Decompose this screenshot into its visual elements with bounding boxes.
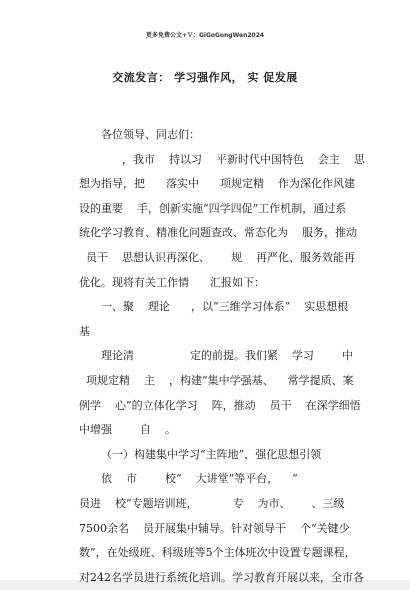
paragraph-line: 理论清 定的前提。我们紧 学习 中 xyxy=(101,349,353,363)
paragraph-line: 优化。现将有关工作情 汇报如下： xyxy=(79,275,265,289)
paragraph-line: 统化学习教育、精准化问题查改、常态化为 服务，推动 xyxy=(79,226,357,240)
paragraph-line: ，我市 持以习 平新时代中国特色 会主 思 xyxy=(101,152,365,166)
paragraph-line: 对242名学员进行系统化培训。学习教育开展以来，全市各 xyxy=(79,570,364,584)
paragraph-line: 中增强 自 。 xyxy=(79,423,176,437)
paragraph-line: 7500余名 员开展集中辅导。针对领导干 个“关键少 xyxy=(79,521,350,535)
paragraph-line: 数”，在处级班、科级班等5个主体班次中设置专题课程， xyxy=(79,546,356,560)
paragraph-line: 依 市 校“ 大讲堂”等平台， “ xyxy=(101,472,298,486)
paragraph-line: 设的重要 手，创新实施“四学四促”工作机制，通过系 xyxy=(79,201,347,215)
paragraph-line: 基 xyxy=(79,324,90,338)
section-heading-line: （一）构建集中学习“主阵地”，强化思想引领 xyxy=(101,447,322,461)
section-heading-line: 一、聚 理论 ，以“三维学习体系” 实思想根 xyxy=(101,300,349,314)
paragraph-line: 项规定精 主 ，构建“集中学强基、 常学提质、案 xyxy=(79,373,354,387)
paragraph-line: 各位领导、同志们： xyxy=(101,128,200,141)
header-note: 更多免费公文+Ｖ：GiGoGongWen2024 xyxy=(145,32,265,39)
paragraph-line: 员干 思想认识再深化、 规 再严化、服务效能再 xyxy=(79,250,355,264)
paragraph-line: 员进 校”专题培训班， 专 为市、 、三级 xyxy=(79,496,345,510)
document-title: 交流发言： 学习强作风， 实 促发展 xyxy=(112,71,298,84)
paragraph-line: 想为指导，把 落实中 项规定精 作为深化作风建 xyxy=(79,177,355,191)
body-text xyxy=(79,123,371,590)
paragraph-line: 例学 心”的立体化学习 阵，推动 员干 在深学细悟 xyxy=(79,398,361,412)
